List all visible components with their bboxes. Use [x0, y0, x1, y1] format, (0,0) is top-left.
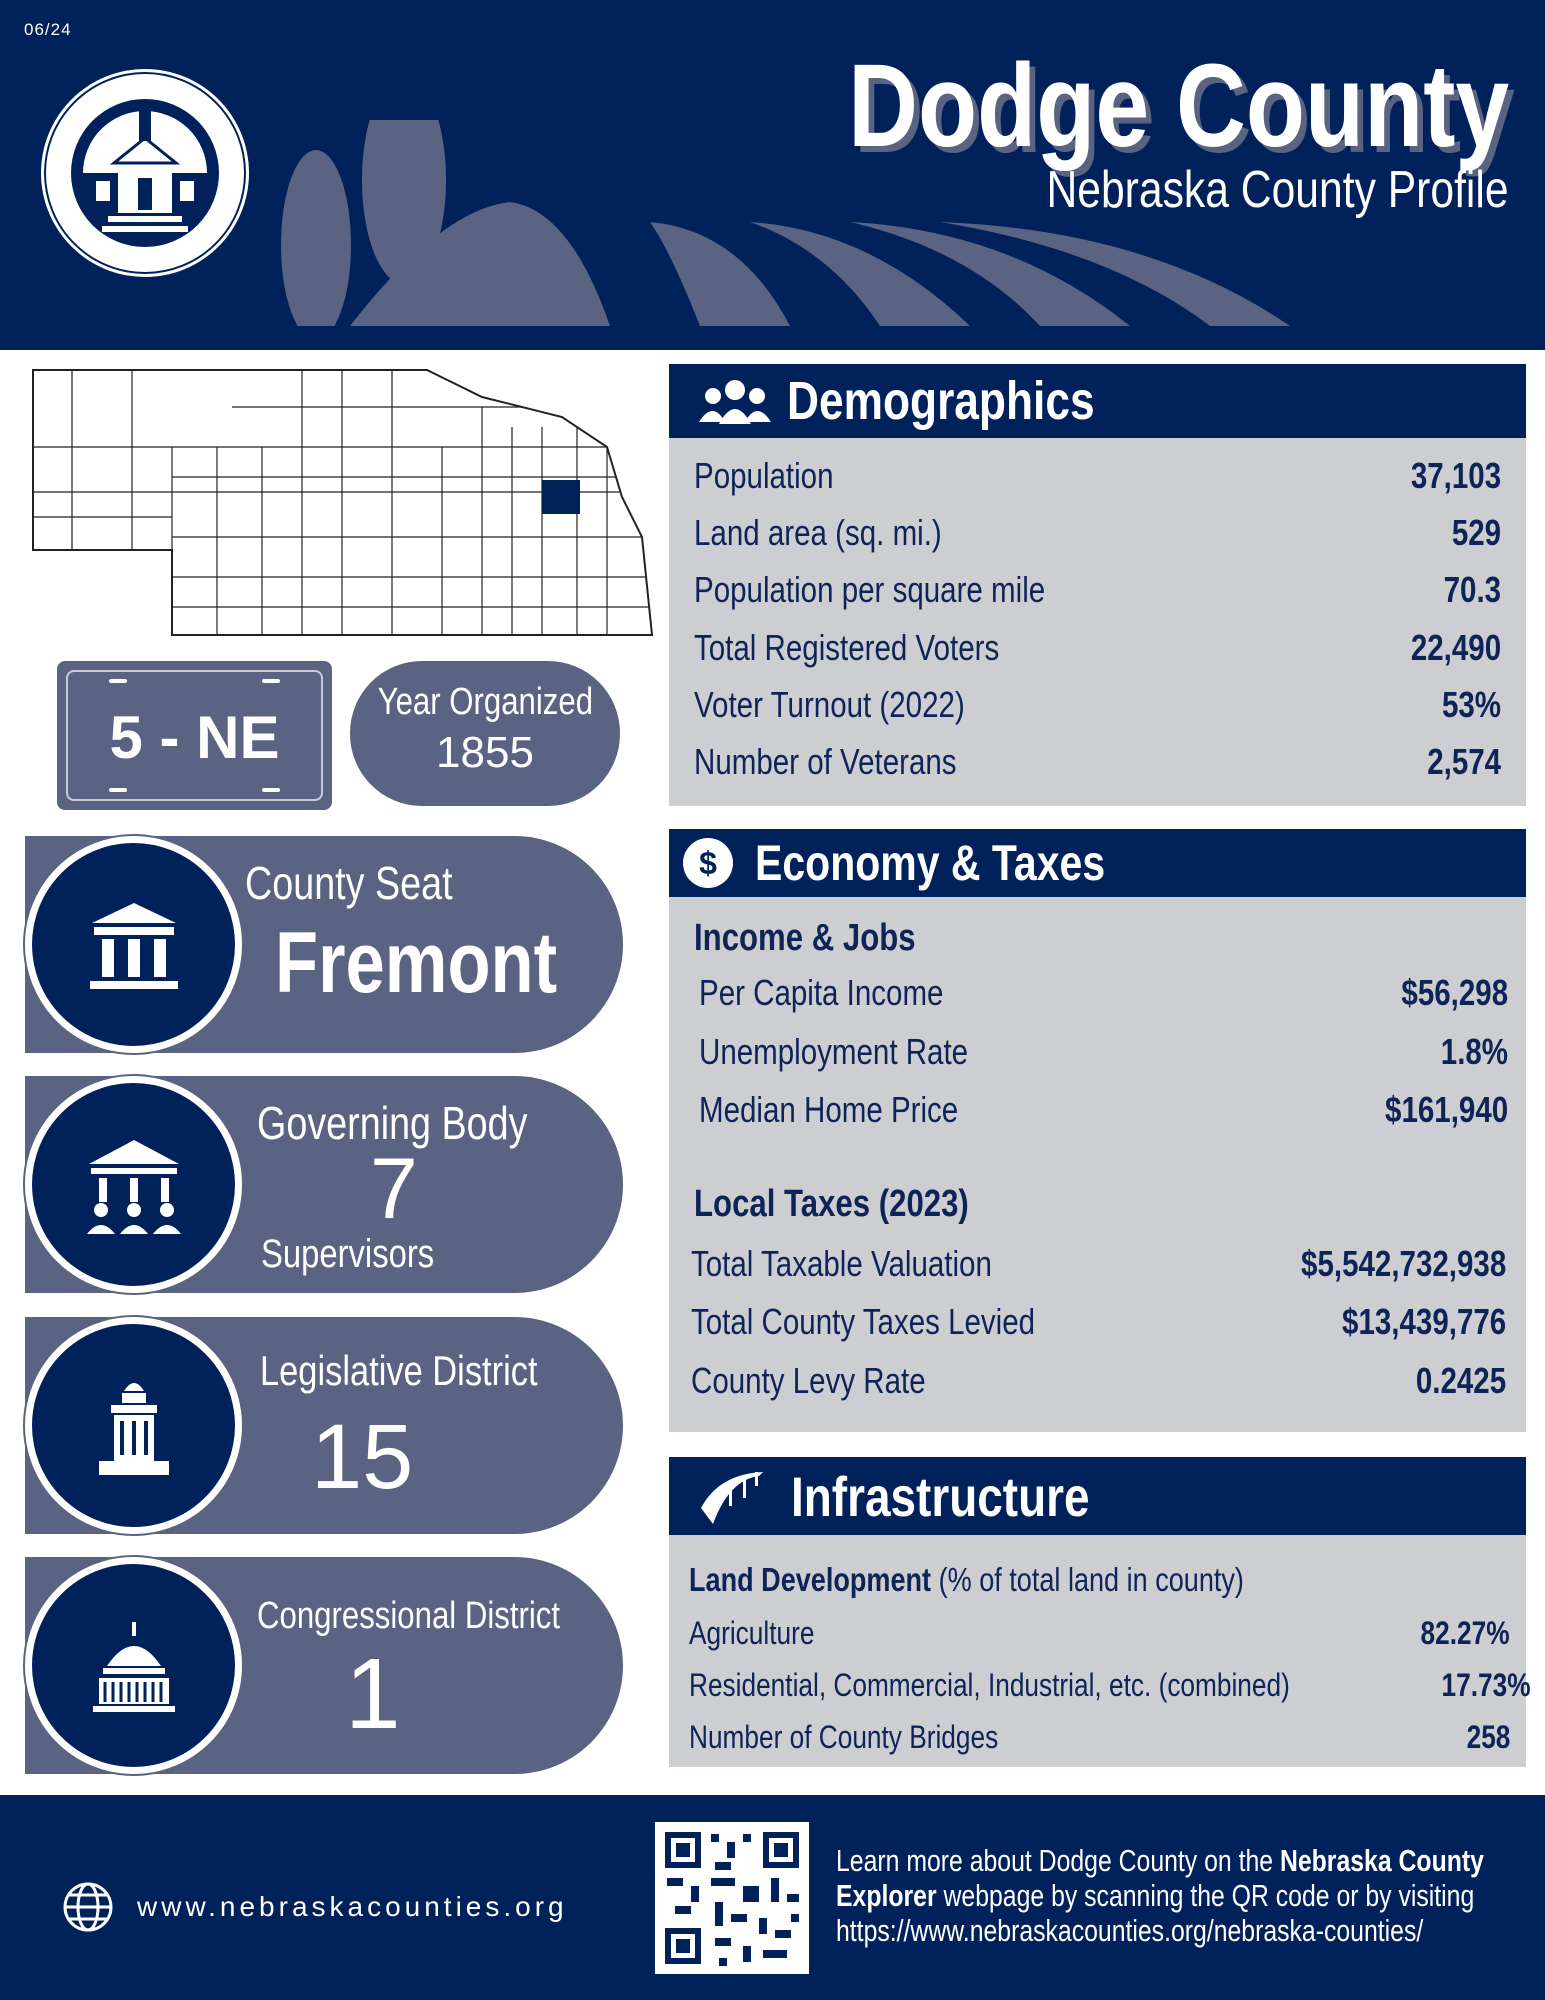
- governing-body-label: Governing Body: [257, 1097, 528, 1149]
- economy-title: Economy & Taxes: [755, 835, 1106, 891]
- legislative-district-card: [25, 1317, 623, 1534]
- taxes-heading: Local Taxes (2023): [694, 1183, 969, 1225]
- county-seat-card: [25, 836, 623, 1053]
- plate-code: 5 - NE: [109, 704, 280, 771]
- county-seat-value: Fremont: [275, 915, 558, 1011]
- congressional-district-value: 1: [345, 1638, 401, 1750]
- legislative-district-label: Legislative District: [260, 1347, 538, 1394]
- economy-header: [669, 829, 1526, 897]
- tax-row: Total Taxable Valuation $5,542,732,938: [691, 1243, 1506, 1284]
- date-label: 06/24: [24, 20, 72, 39]
- income-row: Median Home Price $161,940: [699, 1089, 1508, 1130]
- infrastructure-row: Agriculture 82.27%: [689, 1615, 1510, 1651]
- county-seat-label: County Seat: [245, 857, 453, 909]
- income-row: Unemployment Rate 1.8%: [699, 1031, 1508, 1072]
- county-title: Dodge County: [847, 40, 1509, 172]
- tax-row: Total County Taxes Levied $13,439,776: [691, 1301, 1506, 1342]
- congressional-district-card: [25, 1557, 623, 1774]
- year-organized-value: 1855: [436, 728, 534, 777]
- infrastructure-title: Infrastructure: [791, 1464, 1090, 1528]
- board-members-icon: [25, 1076, 242, 1293]
- capitol-dome-icon: [25, 1557, 242, 1774]
- demographics-header: [669, 364, 1526, 438]
- globe-icon: [62, 1881, 114, 1933]
- svg-text:$: $: [699, 845, 717, 881]
- naco-seal-logo: [38, 66, 252, 280]
- infrastructure-header: [669, 1457, 1526, 1535]
- license-plate-badge: [57, 661, 332, 810]
- year-organized-label: Year Organized: [377, 681, 593, 723]
- demographics-row: Land area (sq. mi.) 529: [694, 512, 1501, 553]
- website-link[interactable]: www.nebraskacounties.org: [137, 1891, 568, 1922]
- governing-body-unit: Supervisors: [261, 1232, 435, 1276]
- governing-body-card: [25, 1076, 623, 1293]
- nebraska-county-map: [32, 367, 654, 639]
- demographics-row: Voter Turnout (2022) 53%: [694, 684, 1501, 725]
- governing-body-value: 7: [370, 1141, 418, 1237]
- tax-row: County Levy Rate 0.2425: [691, 1360, 1506, 1401]
- demographics-row: Population per square mile 70.3: [694, 569, 1501, 610]
- qr-code[interactable]: [655, 1822, 809, 1974]
- economy-panel: [669, 897, 1526, 1432]
- congressional-district-label: Congressional District: [257, 1595, 561, 1637]
- income-row: Per Capita Income $56,298: [699, 972, 1508, 1013]
- legislative-district-value: 15: [311, 1406, 414, 1508]
- profile-subtitle: Nebraska County Profile: [1046, 161, 1509, 219]
- explorer-info-text: Learn more about Dodge County on the Nebraska County Explorer webpage by scanning the QR code or by visiting https://www.nebraskacounties.org/nebraska-counties/: [836, 1843, 1484, 1948]
- capitol-tower-icon: [25, 1317, 242, 1534]
- demographics-title: Demographics: [787, 371, 1095, 431]
- demographics-panel: [669, 438, 1526, 806]
- demographics-row: Total Registered Voters 22,490: [694, 627, 1501, 668]
- infrastructure-row: Number of County Bridges 258: [689, 1719, 1510, 1755]
- year-organized-badge: [350, 661, 620, 806]
- people-group-icon: [699, 376, 771, 426]
- demographics-row: Number of Veterans 2,574: [694, 741, 1501, 782]
- dodge-county-highlight: [542, 480, 580, 514]
- header-banner: [0, 0, 1545, 350]
- footer: [0, 1795, 1545, 2000]
- infrastructure-row: Residential, Commercial, Industrial, etc. (combined) 17.73%: [689, 1667, 1531, 1703]
- income-heading: Income & Jobs: [694, 917, 916, 959]
- land-development-heading: Land Development (% of total land in county): [689, 1561, 1244, 1598]
- demographics-row: Population 37,103: [694, 455, 1501, 496]
- dollar-circle-icon: [681, 836, 735, 890]
- infrastructure-panel: [669, 1535, 1531, 1767]
- bridge-icon: [699, 1468, 765, 1524]
- courthouse-icon: [25, 836, 242, 1053]
